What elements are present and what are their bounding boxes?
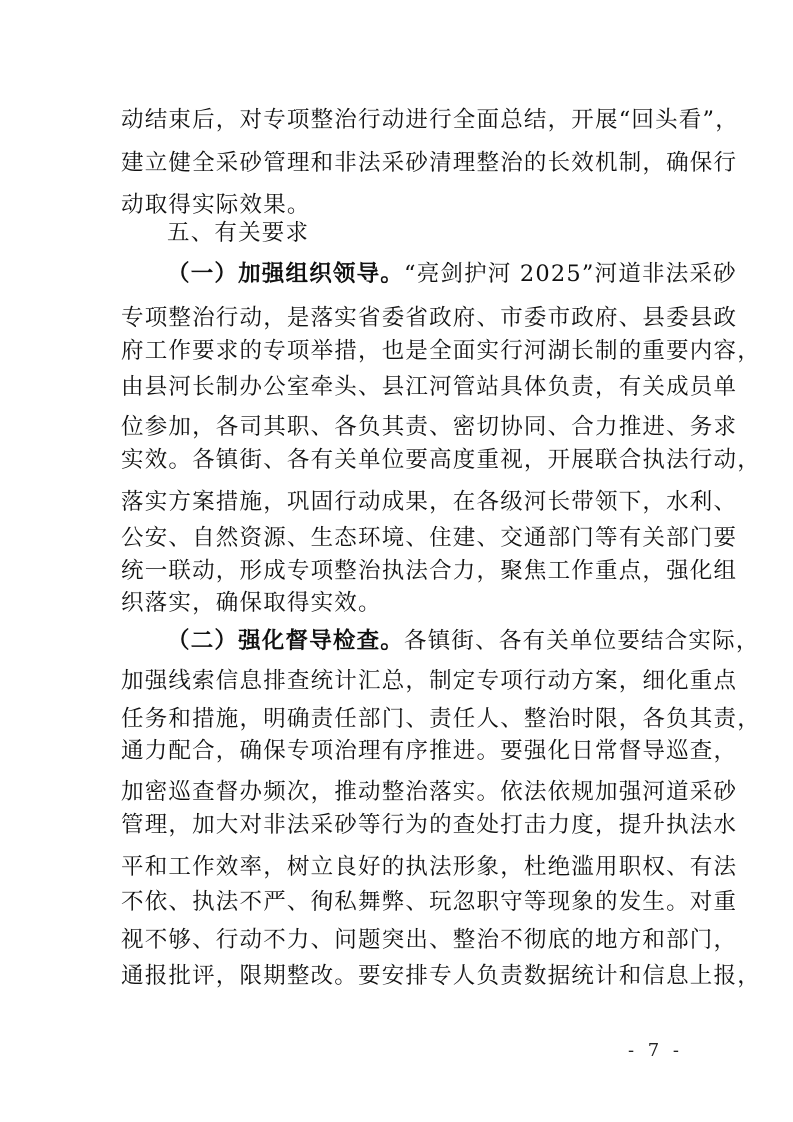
paragraph-line: 任务和措施，明确责任部门、责任人、整治时限，各负其责，: [121, 706, 761, 732]
paragraph-line: 由县河长制办公室牵头、县江河管站具体负责，有关成员单: [121, 374, 738, 400]
paragraph-first-line: [167, 257, 737, 291]
paragraph-line: 动取得实际效果。: [121, 192, 311, 218]
paragraph-line: 不依、执法不严、徇私舞弊、玩忽职守等现象的发生。对重: [121, 889, 738, 915]
section-heading: 五、有关要求: [167, 220, 310, 246]
paragraph-text: 各镇街、各有关单位要结合实际，: [404, 628, 760, 654]
paragraph-line: 实效。各镇街、各有关单位要高度重视，开展联合执法行动，: [121, 447, 761, 473]
paragraph-line: 加强线索信息排查统计汇总，制定专项行动方案，细化重点: [121, 668, 738, 694]
paragraph-text: “亮剑护河 2025”河道非法采砂: [404, 261, 737, 287]
page-number: - 7 -: [627, 1040, 683, 1061]
paragraph-line: 位参加，各司其职、各负其责、密切协同、合力推进、务求: [121, 414, 738, 440]
paragraph-line: 通报批评，限期整改。要安排专人负责数据统计和信息上报，: [121, 963, 761, 989]
paragraph-line: 平和工作效率，树立良好的执法形象，杜绝滥用职权、有法: [121, 854, 738, 880]
paragraph-line: 专项整治行动，是落实省委省政府、市委市政府、县委县政: [121, 305, 738, 331]
subsection-heading: （一）加强组织领导。: [167, 261, 405, 287]
paragraph-line: 统一联动，形成专项整治执法合力，聚焦工作重点，强化组: [121, 558, 738, 584]
paragraph-line: 织落实，确保取得实效。: [121, 590, 382, 616]
paragraph-line: 通力配合，确保专项治理有序推进。要强化日常督导巡查，: [121, 738, 738, 764]
paragraph-line: 视不够、行动不力、问题突出、整治不彻底的地方和部门，: [121, 927, 738, 953]
paragraph-line: 动结束后，对专项整治行动进行全面总结，开展“回头看”，: [121, 107, 739, 133]
paragraph-line: 落实方案措施，巩固行动成果，在各级河长带领下，水利、: [121, 489, 738, 515]
paragraph-line: 府工作要求的专项举措，也是全面实行河湖长制的重要内容，: [121, 338, 761, 364]
paragraph-line: 加密巡查督办频次，推动整治落实。依法依规加强河道采砂: [121, 779, 738, 805]
paragraph-line: 公安、自然资源、生态环境、住建、交通部门等有关部门要: [121, 525, 738, 551]
paragraph-line: 建立健全采砂管理和非法采砂清理整治的长效机制，确保行: [121, 150, 738, 176]
paragraph-first-line: [167, 624, 760, 658]
paragraph-line: 管理，加大对非法采砂等行为的查处打击力度，提升执法水: [121, 812, 738, 838]
subsection-heading: （二）强化督导检查。: [167, 628, 405, 654]
